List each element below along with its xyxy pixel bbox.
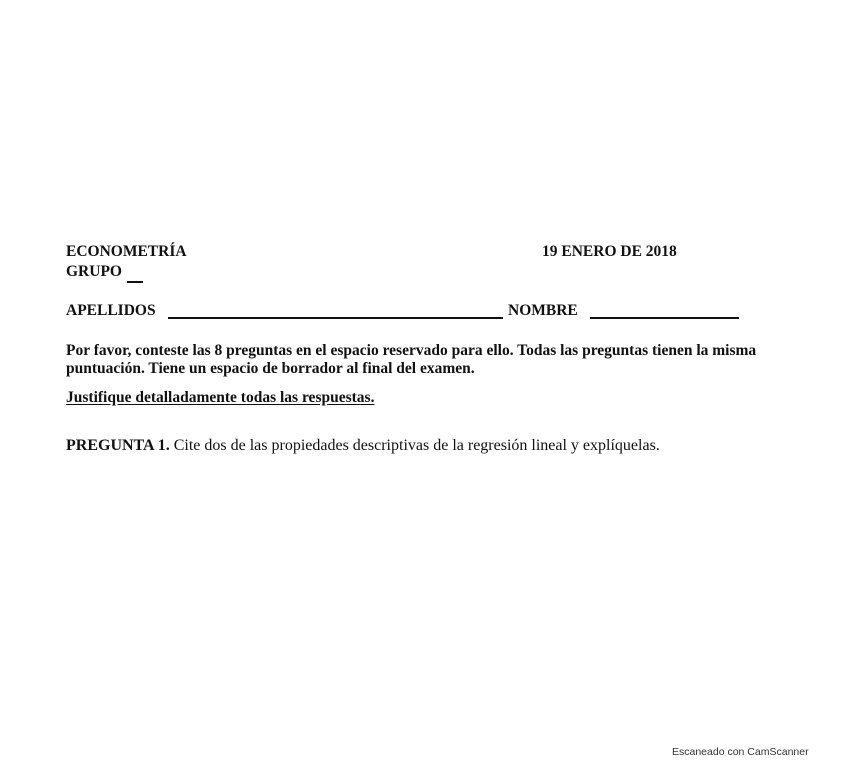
surname-label: APELLIDOS bbox=[66, 302, 156, 319]
exam-date: 19 ENERO DE 2018 bbox=[542, 243, 677, 260]
question-1-text: Cite dos de las propiedades descriptivas de la regresión lineal y explíquelas. bbox=[173, 437, 660, 454]
group-field bbox=[66, 263, 143, 283]
course-title: ECONOMETRÍA bbox=[66, 243, 187, 260]
question-1 bbox=[66, 437, 660, 455]
name-label: NOMBRE bbox=[508, 302, 578, 319]
name-blank-line[interactable] bbox=[590, 317, 739, 319]
group-blank-line[interactable] bbox=[127, 263, 143, 283]
justify-note: Justifique detalladamente todas las respuestas. bbox=[66, 389, 375, 406]
question-1-label: PREGUNTA 1. bbox=[66, 437, 170, 454]
instructions-text: Por favor, conteste las 8 preguntas en el espacio reservado para ello. Todas las preguntas tienen la misma puntuación. Tiene un espacio de borrador al final del examen. bbox=[66, 342, 757, 377]
scanner-watermark: Escaneado con CamScanner bbox=[672, 746, 809, 758]
surname-blank-line[interactable] bbox=[168, 317, 503, 319]
group-label: GRUPO bbox=[66, 263, 122, 280]
